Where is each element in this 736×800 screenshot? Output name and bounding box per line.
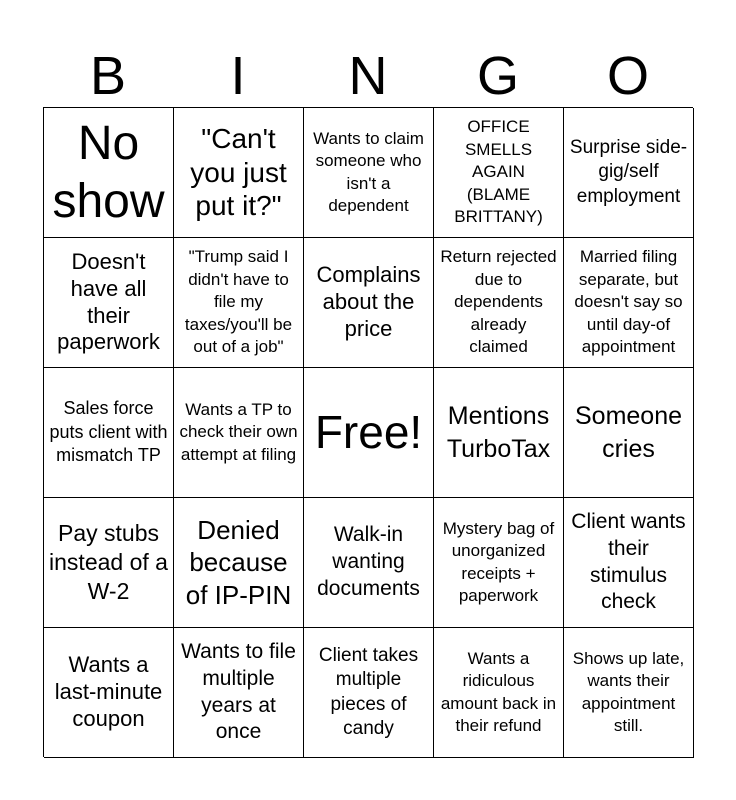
cell-text: Client takes multiple pieces of candy	[318, 645, 419, 739]
header-letter-o: O	[606, 46, 649, 106]
cell-text: Mystery bag of unorganized receipts + paperwork	[442, 518, 555, 605]
bingo-cell[interactable]	[434, 368, 564, 498]
cell-text: Return rejected due to dependents already claimed	[440, 247, 557, 357]
cell-text: Denied because of IP-PIN	[185, 514, 292, 610]
bingo-cell[interactable]	[434, 498, 564, 628]
cell-text: Surprise side-gig/self employment	[569, 137, 688, 207]
bingo-cell[interactable]	[44, 108, 174, 238]
bingo-cell[interactable]	[174, 108, 304, 238]
cell-text: Mentions TurboTax	[446, 402, 551, 463]
bingo-cell[interactable]	[174, 368, 304, 498]
bingo-cell[interactable]	[304, 498, 434, 628]
cell-text: Complains about the price	[316, 262, 421, 341]
bingo-cell[interactable]	[434, 628, 564, 758]
cell-text: No show	[52, 116, 165, 228]
free-space-cell[interactable]	[304, 368, 434, 498]
bingo-cell[interactable]	[44, 498, 174, 628]
bingo-cell[interactable]	[564, 498, 694, 628]
bingo-cell[interactable]	[304, 108, 434, 238]
bingo-cell[interactable]	[44, 238, 174, 368]
cell-text: Doesn't have all their paperwork	[57, 248, 160, 355]
cell-text: Sales force puts client with mismatch TP	[49, 398, 168, 466]
bingo-cell[interactable]	[174, 498, 304, 628]
cell-text: Wants to file multiple years at once	[181, 639, 296, 744]
cell-text: Walk-in wanting documents	[317, 523, 420, 600]
cell-text: "Trump said I didn't have to file my taxes/you'll be out of a job"	[184, 247, 293, 357]
bingo-cell[interactable]	[174, 628, 304, 758]
bingo-grid	[43, 107, 693, 757]
bingo-cell[interactable]	[564, 628, 694, 758]
bingo-cell[interactable]	[434, 238, 564, 368]
cell-text: Pay stubs instead of a W-2	[49, 519, 168, 605]
bingo-cell[interactable]	[564, 108, 694, 238]
bingo-cell[interactable]	[44, 628, 174, 758]
header-letter-i: I	[230, 46, 246, 106]
bingo-cell[interactable]	[44, 368, 174, 498]
bingo-header	[43, 44, 693, 108]
cell-text: Wants a last-minute coupon	[54, 652, 163, 731]
header-letter-g: G	[476, 46, 519, 106]
cell-text: OFFICE SMELLS AGAIN (BLAME BRITTANY)	[454, 117, 543, 227]
cell-text: Married filing separate, but doesn't say so until day-of appointment	[574, 247, 683, 357]
cell-text: Client wants their stimulus check	[571, 509, 686, 614]
header-letter-b: B	[89, 46, 127, 106]
cell-text: Wants to claim someone who isn't a dependent	[313, 128, 424, 215]
cell-text: Wants a TP to check their own attempt at filing	[179, 399, 298, 464]
bingo-cell[interactable]	[434, 108, 564, 238]
bingo-cell[interactable]	[564, 238, 694, 368]
free-space-text: Free!	[314, 405, 423, 458]
cell-text: Wants a ridiculous amount back in their refund	[440, 648, 557, 735]
cell-text: "Can't you just put it?"	[190, 123, 287, 222]
header-letter-n: N	[348, 46, 388, 106]
bingo-cell[interactable]	[564, 368, 694, 498]
cell-text: Shows up late, wants their appointment still.	[572, 648, 685, 735]
bingo-cell[interactable]	[174, 238, 304, 368]
cell-text: Someone cries	[574, 402, 683, 463]
bingo-cell[interactable]	[304, 628, 434, 758]
bingo-cell[interactable]	[304, 238, 434, 368]
